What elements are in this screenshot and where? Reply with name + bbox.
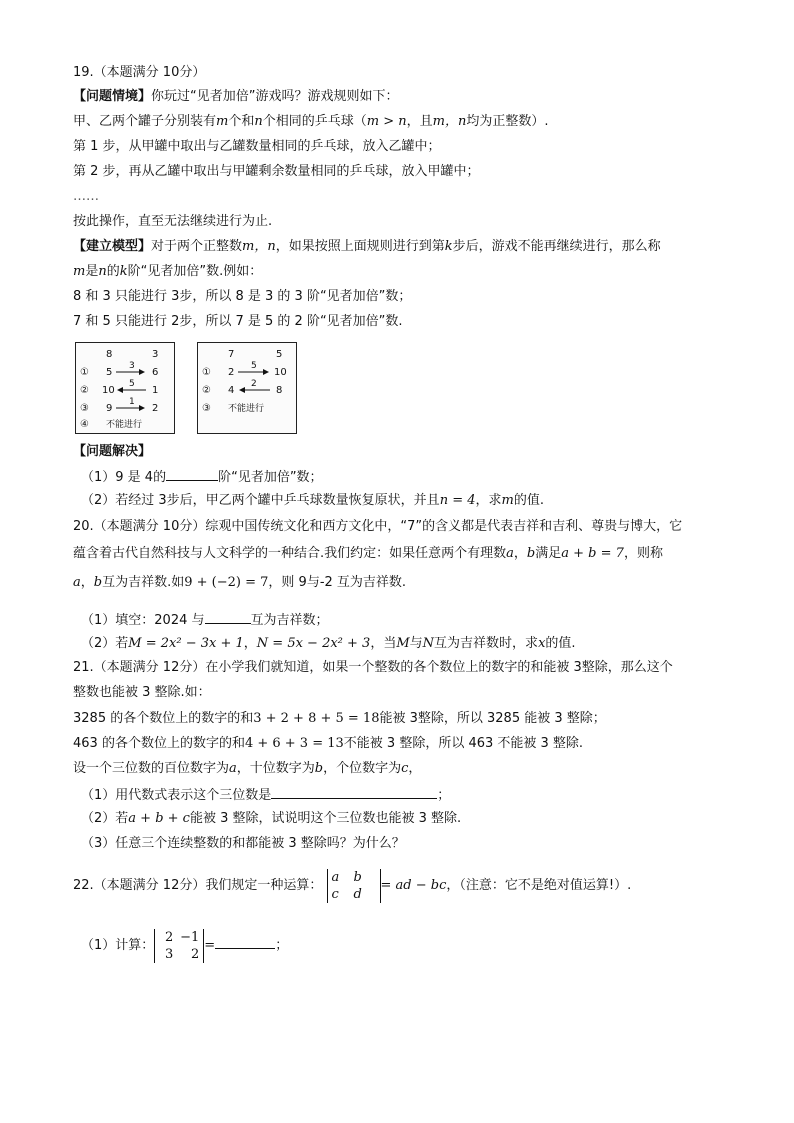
q20-line-1: 20.（本题满分 10分）综观中国传统文化和西方文化中，“7”的含义都是代表吉祥和吉利、尊贵与博大，它 (73, 519, 683, 534)
var-x: x (538, 636, 546, 651)
rule-text: 均为正整数）. (466, 114, 549, 129)
determinant-numeric (154, 929, 204, 963)
q19-p1-text: （1）9 是 4的 (81, 470, 167, 485)
det-a: a (331, 869, 340, 885)
q22-part-1 (81, 924, 288, 968)
q19-rule-line (73, 113, 548, 131)
d1-row2-left: 10 (102, 385, 115, 396)
d2-row1-label: 5 (251, 361, 257, 371)
d2-stop-text: 不能进行 (228, 404, 265, 414)
d1-row3-left: 9 (106, 403, 113, 414)
var-b: b (93, 575, 103, 590)
var-M: M (396, 636, 410, 651)
q21-part-2 (81, 810, 461, 828)
solve-tag: 【问题解决】 (73, 444, 152, 459)
det-b: b (353, 869, 362, 885)
q20-p2-text: 的值. (545, 636, 576, 651)
q20-p2-text: ，当 (370, 636, 397, 651)
expr-M: M = 2x² − 3x + 1 (128, 636, 244, 651)
q19-p1-answer-blank[interactable] (166, 467, 218, 481)
model-line-2 (73, 263, 262, 281)
eq-sum-3285: 3 + 2 + 8 + 5 = 18 (253, 711, 380, 726)
q20-p1-text: 互为吉祥数； (250, 613, 329, 628)
solve-tag-line (73, 443, 151, 461)
q20-p1-text: （1）填空：2024 与 (81, 613, 205, 628)
q21-text: ， (408, 761, 422, 776)
q20-text: ，则 9与-2 互为吉祥数. (268, 575, 407, 590)
expr-N: N = 5x − 2x² + 3 (256, 636, 371, 651)
d1-row1-label: 3 (129, 361, 135, 371)
d1-row1-num: ① (80, 367, 89, 378)
q21-text: 463 的各个数位上的数字的和 (73, 736, 245, 751)
eq-sum-463: 4 + 6 + 3 = 13 (244, 736, 344, 751)
d1-row3-right: 2 (152, 403, 159, 414)
mat-22: 2 (191, 946, 200, 962)
d2-row2-left: 4 (228, 385, 235, 396)
var-a: a (506, 546, 514, 561)
q19-p2-text: ，求 (475, 493, 502, 508)
diagram-1-svg (76, 343, 174, 433)
var-a: a (73, 575, 81, 590)
q22-p1-text: ； (275, 938, 289, 953)
d1-row2-num: ② (80, 385, 89, 396)
d2-row2-label: 2 (251, 379, 257, 389)
q19-header: 19.（本题满分 10分） (73, 65, 206, 80)
definition-eq: = ad − bc (380, 878, 447, 893)
q21-p2-text: 能被 3 整除，试说明这个三位数也能被 3 整除. (189, 811, 462, 826)
mat-12: −1 (180, 929, 200, 945)
d2-row1-num: ① (202, 367, 211, 378)
q20-text: 满足 (535, 546, 562, 561)
var-N: N (422, 636, 435, 651)
d2-row1-left: 2 (228, 367, 235, 378)
det-c: c (331, 886, 339, 902)
model-text: 是 (85, 264, 99, 279)
q21-p2-text: （2）若 (81, 811, 129, 826)
q21-text: ，个位数字为 (323, 761, 402, 776)
det-d: d (353, 886, 362, 902)
d1-row2-label: 5 (129, 379, 135, 389)
mat-11: 2 (165, 929, 174, 945)
q19-part-1 (81, 467, 323, 487)
d2-row2-right: 8 (276, 385, 283, 396)
var-b: b (526, 546, 536, 561)
q20-line-3: a，b互为吉祥数.如9 + (−2) = 7，则 9与-2 互为吉祥数. (73, 575, 407, 590)
var-m-n: m，n (242, 239, 276, 254)
q20-part-2: （2）若M = 2x² − 3x + 1，N = 5x − 2x² + 3，当M与N互为吉祥数时，求x的值. (81, 636, 576, 651)
q20-p2-text: 互为吉祥数时，求 (434, 636, 539, 651)
q19-p1-text: 阶“见者加倍”数； (218, 470, 323, 485)
condition-m-gt-n: m > n (366, 114, 407, 129)
d2-row3-num: ③ (202, 403, 211, 414)
q21-text: 设一个三位数的百位数字为 (73, 761, 230, 776)
q22-header: 22.（本题满分 12分）我们规定一种运算： (73, 878, 323, 893)
q22-p1-answer-blank[interactable] (215, 935, 275, 949)
d1-stop-text: 不能进行 (106, 420, 143, 430)
model-text: 步后，游戏不能再继续进行，那么称 (452, 239, 661, 254)
d1-row3-num: ③ (80, 403, 89, 414)
model-text: ，如果按照上面规则进行到第 (275, 239, 445, 254)
q19-situation-line (73, 88, 399, 106)
mat-21: 3 (165, 946, 174, 962)
d2-top-right: 5 (276, 349, 283, 360)
rule-text: ，且 (406, 114, 433, 129)
q21-line-5 (73, 760, 421, 778)
rule-text: 甲、乙两个罐子分别装有 (73, 114, 217, 129)
rule-text: 个相同的乒乓球（ (262, 114, 367, 129)
situation-tag: 【问题情境】 (73, 89, 152, 104)
q21-p1-text: （1）用代数式表示这个三位数是 (81, 788, 272, 803)
var-m-n: m，n (432, 114, 467, 129)
d2-row2-num: ② (202, 385, 211, 396)
d1-top-right: 3 (152, 349, 159, 360)
step-2: 第 2 步，再从乙罐中取出与甲罐剩余数量相同的乒乓球，放入甲罐中； (73, 164, 480, 179)
q20-line-2: 蕴含着古代自然科技与人文科学的一种结合.我们约定：如果任意两个有理数a，b满足a + b = 7，则称 (73, 546, 663, 561)
var-c: c (401, 761, 409, 776)
q21-p1-text: ； (437, 788, 451, 803)
model-line-1 (73, 238, 661, 256)
q21-part-1 (81, 785, 450, 805)
model-text: 阶“见者加倍”数.例如： (127, 264, 263, 279)
step-1: 第 1 步，从甲罐中取出与乙罐数量相同的乒乓球，放入乙罐中； (73, 139, 441, 154)
d1-row1-right: 6 (152, 367, 159, 378)
q20-text: ，则称 (623, 546, 663, 561)
example-2: 7 和 5 只能进行 2步，所以 7 是 5 的 2 阶“见者加倍”数. (73, 314, 403, 329)
q21-text: 3285 的各个数位上的数字的和 (73, 711, 254, 726)
q21-text: 能被 3整除，所以 3285 能被 3 整除； (379, 711, 606, 726)
var-m: m (216, 114, 229, 129)
d1-top-left: 8 (106, 349, 113, 360)
example-1: 8 和 3 只能进行 3步，所以 8 是 3 的 3 阶“见者加倍”数； (73, 289, 412, 304)
expr-a-b-c: a + b + c (128, 811, 190, 826)
q20-text: 蕴含着古代自然科技与人文科学的一种结合.我们约定：如果任意两个有理数 (73, 546, 507, 561)
model-tag: 【建立模型】 (73, 239, 152, 254)
q20-p1-answer-blank[interactable] (205, 610, 251, 624)
var-n: n (98, 264, 107, 279)
q21-line-4 (73, 735, 583, 753)
d1-row4-num: ④ (80, 419, 89, 430)
q21-line-1: 21.（本题满分 12分）在小学我们就知道，如果一个整数的各个数位上的数字的和能被 3整除，那么这个 (73, 660, 673, 675)
q22-p1-equals: = (204, 938, 216, 953)
diagram-1 (75, 342, 175, 434)
var-b: b (314, 761, 324, 776)
d2-row1-right: 10 (274, 367, 287, 378)
q22-definition-line (73, 864, 631, 908)
var-m: m (501, 493, 514, 508)
q21-text: 不能被 3 整除，所以 463 不能被 3 整除. (343, 736, 584, 751)
q20-text: 互为吉祥数.如 (102, 575, 185, 590)
model-text: 对于两个正整数 (151, 239, 243, 254)
until-text: 按此操作，直至无法继续进行为止. (73, 214, 273, 229)
q20-p2-text: （2）若 (81, 636, 129, 651)
rule-text: 个和 (228, 114, 255, 129)
q21-p1-answer-blank[interactable] (271, 785, 437, 799)
var-a: a (229, 761, 237, 776)
condition-n-eq-4: n = 4 (439, 493, 476, 508)
d1-row3-label: 1 (129, 397, 135, 407)
q20-part-1 (81, 610, 329, 630)
var-k: k (119, 264, 128, 279)
var-k: k (444, 239, 453, 254)
q21-line-2: 整数也能被 3 整除.如： (73, 685, 211, 700)
d2-top-left: 7 (228, 349, 235, 360)
q20-p2-text: 与 (409, 636, 423, 651)
q19-part-2 (81, 492, 544, 510)
diagram-2-svg (198, 343, 296, 433)
ellipsis: …… (73, 189, 99, 204)
model-text: 的 (106, 264, 120, 279)
q22-note: ，（注意：它不是绝对值运算!）. (446, 878, 632, 893)
q19-p2-text: 的值. (513, 493, 544, 508)
q19-p2-text: （2）若经过 3步后，甲乙两个罐中乒乓球数量恢复原状，并且 (81, 493, 440, 508)
d1-row2-right: 1 (152, 385, 159, 396)
determinant-abcd (327, 869, 381, 903)
diagram-2 (197, 342, 297, 434)
situation-text: 你玩过“见者加倍”游戏吗？游戏规则如下： (151, 89, 399, 104)
eq-a-plus-b: a + b = 7 (561, 546, 624, 561)
q21-text: ，十位数字为 (236, 761, 315, 776)
var-m: m (73, 264, 86, 279)
q22-p1-text: （1）计算： (81, 938, 155, 953)
var-n: n (254, 114, 263, 129)
q21-line-3 (73, 710, 606, 728)
q21-part-3: （3）任意三个连续整数的和都能被 3 整除吗？为什么？ (81, 836, 405, 851)
eq-example: 9 + (−2) = 7 (184, 575, 269, 590)
d1-row1-left: 5 (106, 367, 113, 378)
